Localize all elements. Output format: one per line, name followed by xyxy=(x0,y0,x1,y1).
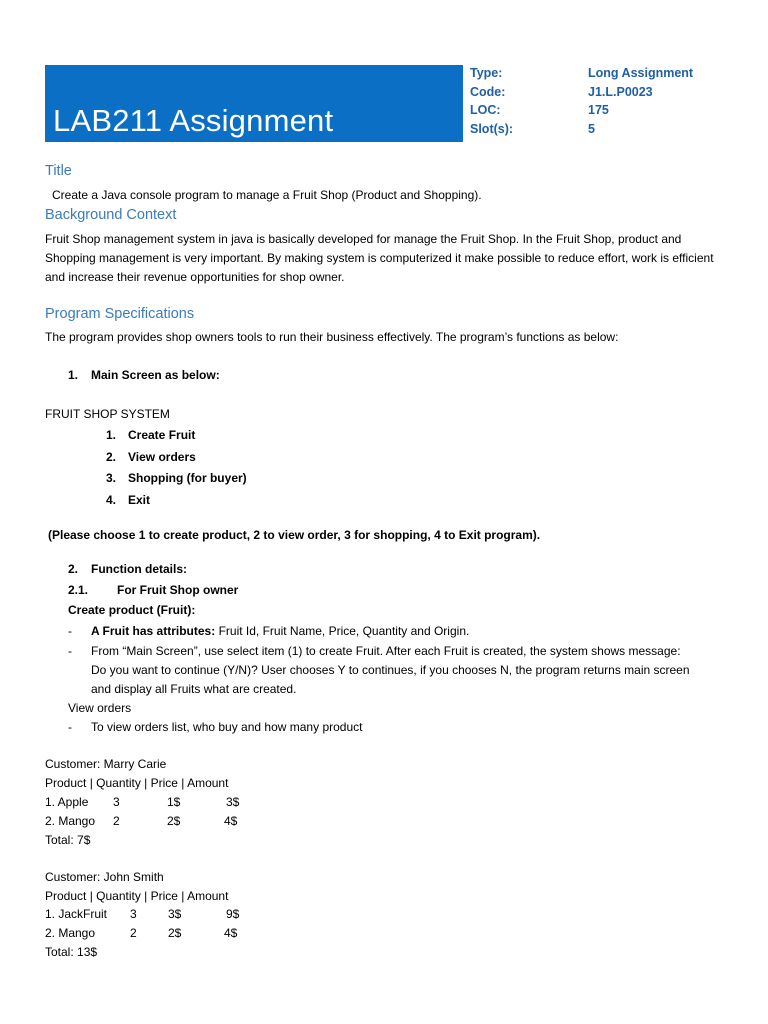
background-text: Fruit Shop management system in java is basically developed for manage the Fruit Shop. In the Fruit Shop, product and Shopping management is very important. By making system is computerized it make possible to reduce effort, work is efficient and increase their revenue opportunities for shop owner. xyxy=(45,232,714,284)
meta-key: Type: xyxy=(470,66,503,80)
meta-value: J1.L.P0023 xyxy=(588,84,653,99)
order-product: 1. Apple xyxy=(45,795,89,809)
menu-item: Shopping (for buyer) xyxy=(128,471,247,485)
meta-key: Slot(s): xyxy=(470,121,514,136)
order-amount: 4$ xyxy=(224,814,238,828)
create-product-heading: Create product (Fruit): xyxy=(68,603,196,617)
order-price: 1$ xyxy=(167,795,181,809)
list-number: 2. xyxy=(68,562,79,576)
order-header: Product | Quantity | Price | Amount xyxy=(45,889,229,903)
order-price: 3$ xyxy=(168,907,182,921)
title-text: Create a Java console program to manage a Fruit Shop (Product and Shopping). xyxy=(52,188,482,202)
view-orders-description: To view orders list, who buy and how many product xyxy=(91,720,363,734)
menu-number: 1. xyxy=(106,428,117,442)
create-instructions-line: From “Main Screen”, use select item (1) to create Fruit. After each Fruit is created, the system shows message: xyxy=(91,644,681,658)
choose-note: (Please choose 1 to create product, 2 to view order, 3 for shopping, 4 to Exit program). xyxy=(48,528,541,542)
order-total: Total: 13$ xyxy=(45,945,98,959)
menu-number: 4. xyxy=(106,493,117,507)
order-product: 1. JackFruit xyxy=(45,907,108,921)
order-customer: Customer: John Smith xyxy=(45,870,164,884)
meta-key: LOC: xyxy=(470,103,501,117)
assignment-meta xyxy=(470,66,740,140)
create-instructions-line: and display all Fruits what are created. xyxy=(91,682,297,696)
bullet-dash: - xyxy=(68,644,72,658)
order-amount: 4$ xyxy=(224,926,238,940)
view-orders-heading: View orders xyxy=(68,701,132,715)
bullet-dash: - xyxy=(68,720,72,734)
menu-item: View orders xyxy=(128,450,196,464)
main-screen-label: Main Screen as below: xyxy=(91,368,220,382)
order-qty: 2 xyxy=(113,814,120,828)
meta-slots-row xyxy=(470,122,740,141)
menu-item: Exit xyxy=(128,493,151,507)
meta-loc-row xyxy=(470,103,740,122)
system-title: FRUIT SHOP SYSTEM xyxy=(45,407,170,421)
order-qty: 2 xyxy=(130,926,137,940)
order-amount: 3$ xyxy=(226,795,240,809)
specs-intro: The program provides shop owners tools to run their business effectively. The program’s functions as below: xyxy=(45,330,619,344)
meta-type-row xyxy=(470,66,740,85)
order-price: 2$ xyxy=(168,926,182,940)
order-product: 2. Mango xyxy=(45,814,96,828)
menu-number: 2. xyxy=(106,450,117,464)
bullet-dash: - xyxy=(68,624,72,638)
order-amount: 9$ xyxy=(226,907,240,921)
list-number: 1. xyxy=(68,368,79,382)
title-heading: Title xyxy=(45,163,72,179)
meta-key: Code: xyxy=(470,84,506,99)
meta-code-row xyxy=(470,85,740,104)
order-qty: 3 xyxy=(130,907,137,921)
fruit-attributes xyxy=(91,622,469,641)
order-total: Total: 7$ xyxy=(45,833,91,847)
meta-value: 5 xyxy=(588,121,595,136)
order-customer: Customer: Marry Carie xyxy=(45,757,167,771)
menu-item: Create Fruit xyxy=(128,428,196,442)
specs-heading: Program Specifications xyxy=(45,306,195,322)
shop-owner-label: For Fruit Shop owner xyxy=(117,583,239,597)
order-header: Product | Quantity | Price | Amount xyxy=(45,776,229,790)
meta-value: Long Assignment xyxy=(588,66,694,80)
menu-number: 3. xyxy=(106,471,117,485)
order-product: 2. Mango xyxy=(45,926,96,940)
fruit-attributes-label: A Fruit has attributes: xyxy=(91,624,216,638)
document-title: LAB211 Assignment xyxy=(53,103,334,138)
title-banner xyxy=(45,65,463,142)
function-details-label: Function details: xyxy=(91,562,187,576)
meta-value: 175 xyxy=(588,103,609,117)
sub-number: 2.1. xyxy=(68,583,89,597)
background-heading: Background Context xyxy=(45,207,177,223)
order-price: 2$ xyxy=(167,814,181,828)
create-instructions-line: Do you want to continue (Y/N)? User chooses Y to continues, if you chooses N, the program returns main screen xyxy=(91,663,690,677)
fruit-attributes-text: Fruit Id, Fruit Name, Price, Quantity and Origin. xyxy=(215,624,470,638)
order-qty: 3 xyxy=(113,795,120,809)
